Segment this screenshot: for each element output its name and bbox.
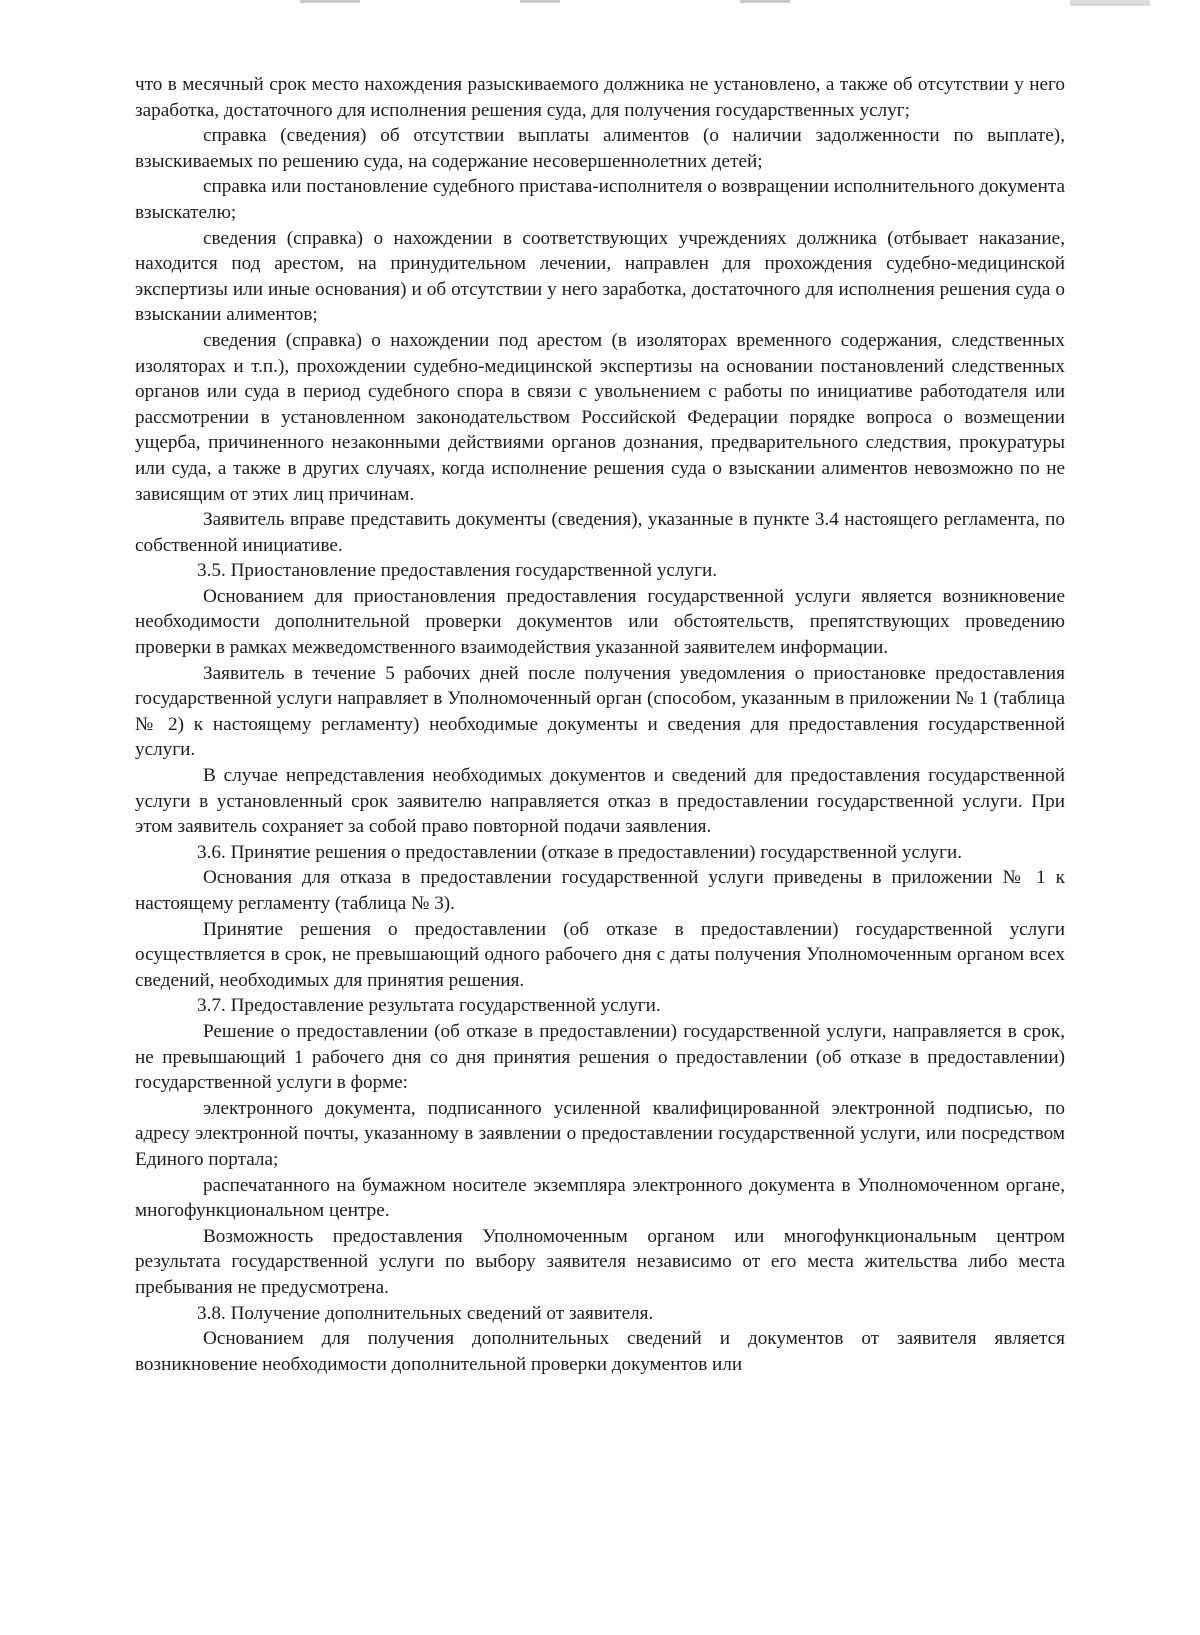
scan-artifact	[300, 0, 360, 3]
section-heading-3-5: 3.5. Приостановление предоставления государственной услуги.	[197, 560, 718, 582]
paragraph: сведения (справка) о нахождении под арестом (в изоляторах временного содержания, следственных изоляторах и т.п.), прохождении судебно-медицинской экспертизы на основании постановлений следственных органов или суда в период судебного спора в связи с увольнением с работы по инициативе работодателя или рассмотрении в установленном законодательством Российской Федерации порядке вопроса о возмещении ущерба, причиненного незаконными действиями органов дознания, предварительного следствия, прокуратуры или суда, а также в других случаях, когда исполнение решения суда о взыскании алиментов невозможно по не зависящим от этих лиц причинам.	[135, 329, 1065, 505]
paragraph: В случае непредставления необходимых документов и сведений для предоставления государственной услуги в установленный срок заявителю направляется отказ в предоставлении государственной услуги. При этом заявитель сохраняет за собой право повторной подачи заявления.	[135, 765, 1065, 838]
scan-artifact	[1070, 0, 1150, 6]
scan-artifact	[520, 0, 560, 3]
document-body	[135, 72, 1065, 1377]
paragraph: электронного документа, подписанного усиленной квалифицированной электронной подписью, по адресу электронной почты, указанному в заявлении о предоставлении государственной услуги, или посредством Единого портала;	[135, 1097, 1065, 1170]
paragraph: Решение о предоставлении (об отказе в предоставлении) государственной услуги, направляется в срок, не превышающий 1 рабочего дня со дня принятия решения о предоставлении (об отказе в предоставлении) государственной услуги в форме:	[135, 1020, 1065, 1094]
section-heading-3-8: 3.8. Получение дополнительных сведений от заявителя.	[197, 1302, 654, 1324]
paragraph: Основанием для приостановления предоставления государственной услуги является возникновение необходимости дополнительной проверки документов или обстоятельств, препятствующих проведению проверки в рамках межведомственного взаимодействия указанной заявителем информации.	[135, 585, 1065, 659]
section-heading-3-6: 3.6. Принятие решения о предоставлении (отказе в предоставлении) государственной услуги.	[197, 841, 963, 863]
paragraph: Заявитель вправе представить документы (сведения), указанные в пункте 3.4 настоящего регламента, по собственной инициативе.	[135, 509, 1065, 556]
paragraph-continuation: что в месячный срок место нахождения разыскиваемого должника не установлено, а также об отсутствии у него заработка, достаточного для исполнения решения суда, для получения государственных услуг;	[135, 74, 1065, 121]
paragraph: распечатанного на бумажном носителе экземпляра электронного документа в Уполномоченном органе, многофункциональном центре.	[135, 1174, 1065, 1222]
paragraph: Возможность предоставления Уполномоченным органом или многофункциональным центром результата государственной услуги по выбору заявителя независимо от его места жительства либо места пребывания не предусмотрена.	[135, 1225, 1065, 1298]
paragraph: справка или постановление судебного пристава-исполнителя о возвращении исполнительного документа взыскателю;	[135, 176, 1065, 223]
section-heading-3-7: 3.7. Предоставление результата государственной услуги.	[197, 995, 661, 1017]
paragraph: Заявитель в течение 5 рабочих дней после получения уведомления о приостановке предоставления государственной услуги направляет в Уполномоченный орган (способом, указанным в приложении № 1 (таблица № 2) к настоящему регламенту) необходимые документы и сведения для предоставления государственной услуги.	[135, 662, 1065, 761]
paragraph: Основанием для получения дополнительных сведений и документов от заявителя является возникновение необходимости дополнительной проверки документов или	[135, 1328, 1065, 1375]
paragraph: Принятие решения о предоставлении (об отказе в предоставлении) государственной услуги осуществляется в срок, не превышающий одного рабочего дня с даты получения Уполномоченным органом всех сведений, необходимых для принятия решения.	[135, 918, 1065, 991]
paragraph: сведения (справка) о нахождении в соответствующих учреждениях должника (отбывает наказание, находится под арестом, на принудительном лечении, направлен для прохождения судебно-медицинской экспертизы или иные основания) и об отсутствии у него заработка, достаточного для исполнения решения суда о взыскании алиментов;	[135, 227, 1065, 326]
scan-artifact	[740, 0, 790, 3]
paragraph: справка (сведения) об отсутствии выплаты алиментов (о наличии задолженности по выплате), взыскиваемых по решению суда, на содержание несовершеннолетних детей;	[135, 125, 1065, 172]
paragraph: Основания для отказа в предоставлении государственной услуги приведены в приложении № 1 к настоящему регламенту (таблица № 3).	[135, 867, 1065, 914]
